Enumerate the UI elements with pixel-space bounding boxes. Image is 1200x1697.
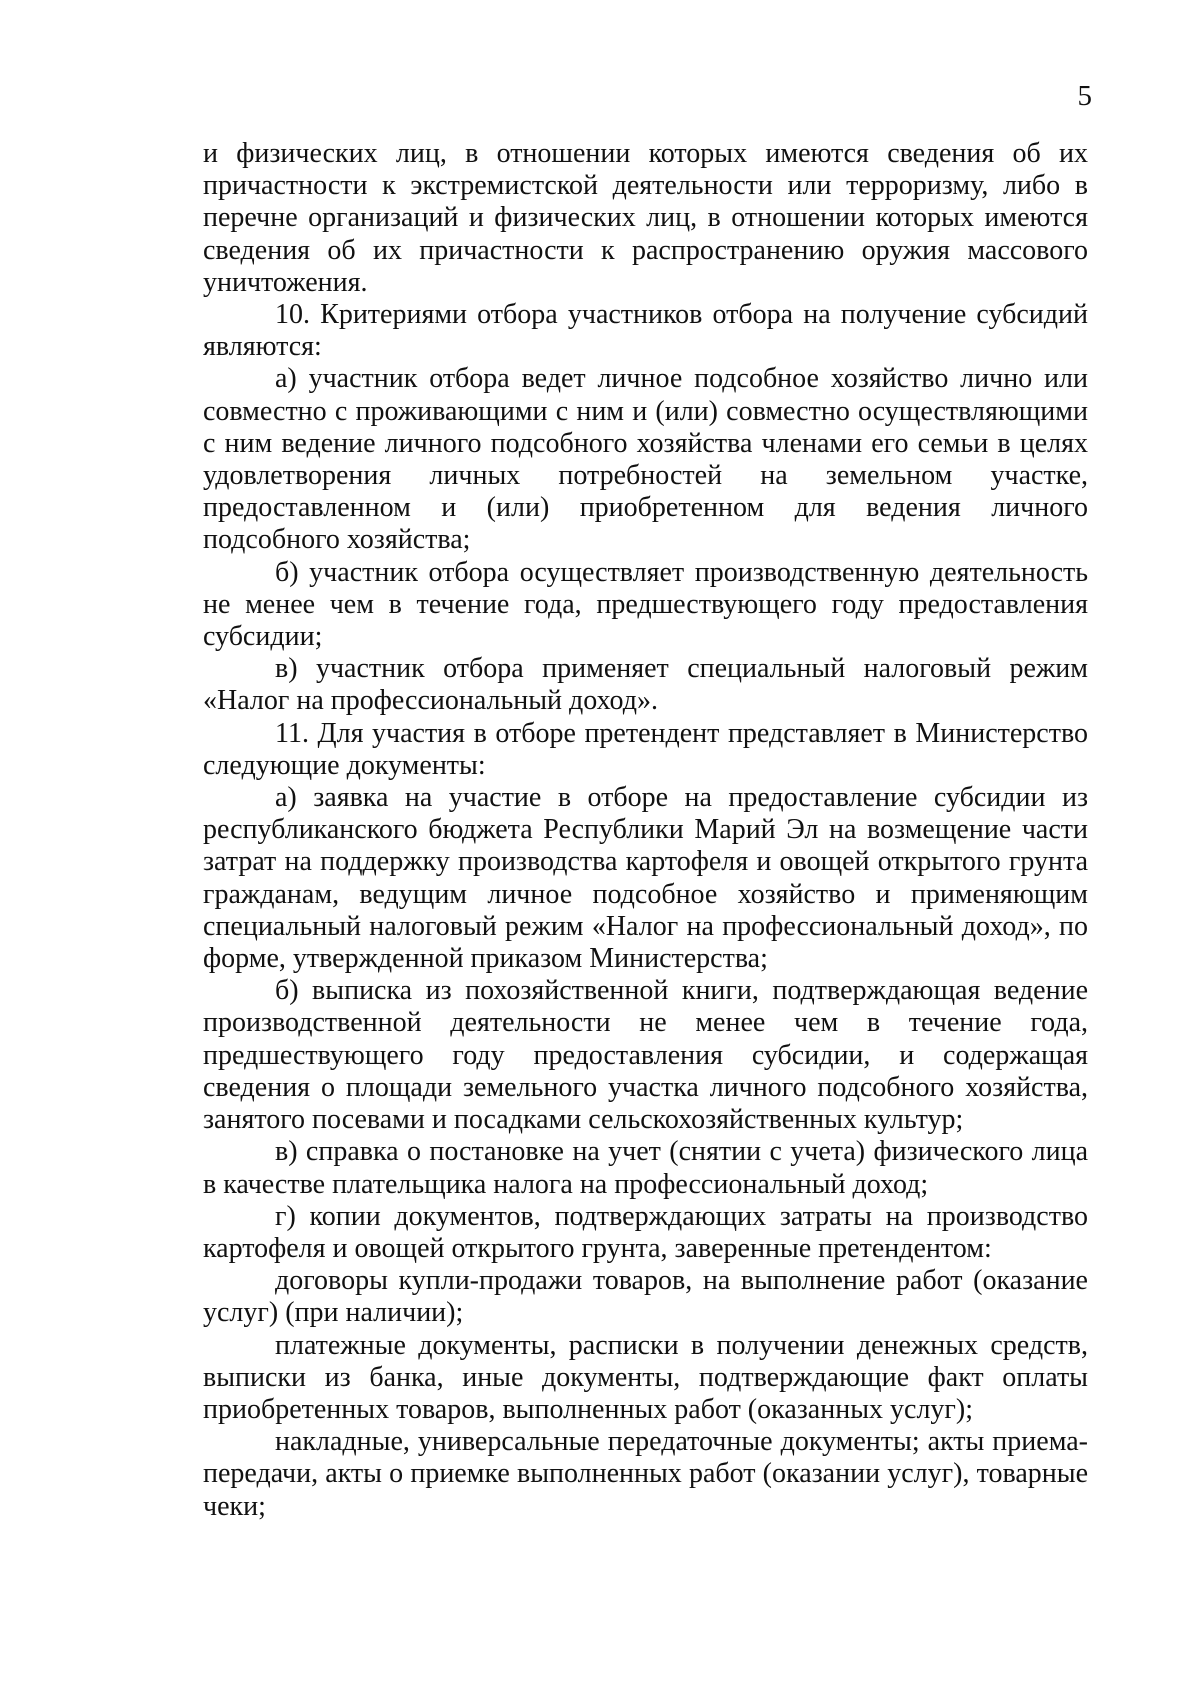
paragraph: в) справка о постановке на учет (снятии с учета) физического лица в качестве плательщика налога на профессиональный доход; (203, 1136, 1088, 1200)
paragraph: г) копии документов, подтверждающих затраты на производство картофеля и овощей открытого грунта, заверенные претендентом: (203, 1200, 1088, 1264)
document-body (203, 138, 1088, 1523)
paragraph: а) заявка на участие в отборе на предоставление субсидии из республиканского бюджета Республики Марий Эл на возмещение части затрат на поддержку производства картофеля и овощей открытого грунта гражданам, ведущим личное подсобное хозяйство и применяющим специальный налоговый режим «Налог на профессиональный доход», по форме, утвержденной приказом Министерства; (203, 782, 1088, 975)
paragraph: б) выписка из похозяйственной книги, подтверждающая ведение производственной деятельности не менее чем в течение года, предшествующего году предоставления субсидии, и содержащая сведения о площади земельного участка личного подсобного хозяйства, занятого посевами и посадками сельскохозяйственных культур; (203, 975, 1088, 1136)
paragraph: б) участник отбора осуществляет производственную деятельность не менее чем в течение года, предшествующего году предоставления субсидии; (203, 556, 1088, 653)
paragraph: и физических лиц, в отношении которых имеются сведения об их причастности к экстремистской деятельности или терроризму, либо в перечне организаций и физических лиц, в отношении которых имеются сведения об их причастности к распространению оружия массового уничтожения. (203, 138, 1088, 298)
paragraph: договоры купли-продажи товаров, на выполнение работ (оказание услуг) (при наличии); (203, 1265, 1088, 1329)
paragraph: накладные, универсальные передаточные документы; акты приема-передачи, акты о приемке выполненных работ (оказании услуг), товарные чеки; (203, 1426, 1088, 1522)
paragraph: а) участник отбора ведет личное подсобное хозяйство лично или совместно с проживающими с ним и (или) совместно осуществляющими с ним ведение личного подсобного хозяйства членами его семьи в целях удовлетворения личных потребностей на земельном участке, предоставленном и (или) приобретенном для ведения личного подсобного хозяйства; (203, 363, 1088, 556)
paragraph: 10. Критериями отбора участников отбора на получение субсидий являются: (203, 299, 1088, 363)
paragraph: платежные документы, расписки в получении денежных средств, выписки из банка, иные документы, подтверждающие факт оплаты приобретенных товаров, выполненных работ (оказанных услуг); (203, 1329, 1088, 1425)
page-number: 5 (1077, 80, 1092, 112)
paragraph: в) участник отбора применяет специальный налоговый режим «Налог на профессиональный доход». (203, 653, 1088, 717)
paragraph: 11. Для участия в отборе претендент представляет в Министерство следующие документы: (203, 717, 1088, 781)
